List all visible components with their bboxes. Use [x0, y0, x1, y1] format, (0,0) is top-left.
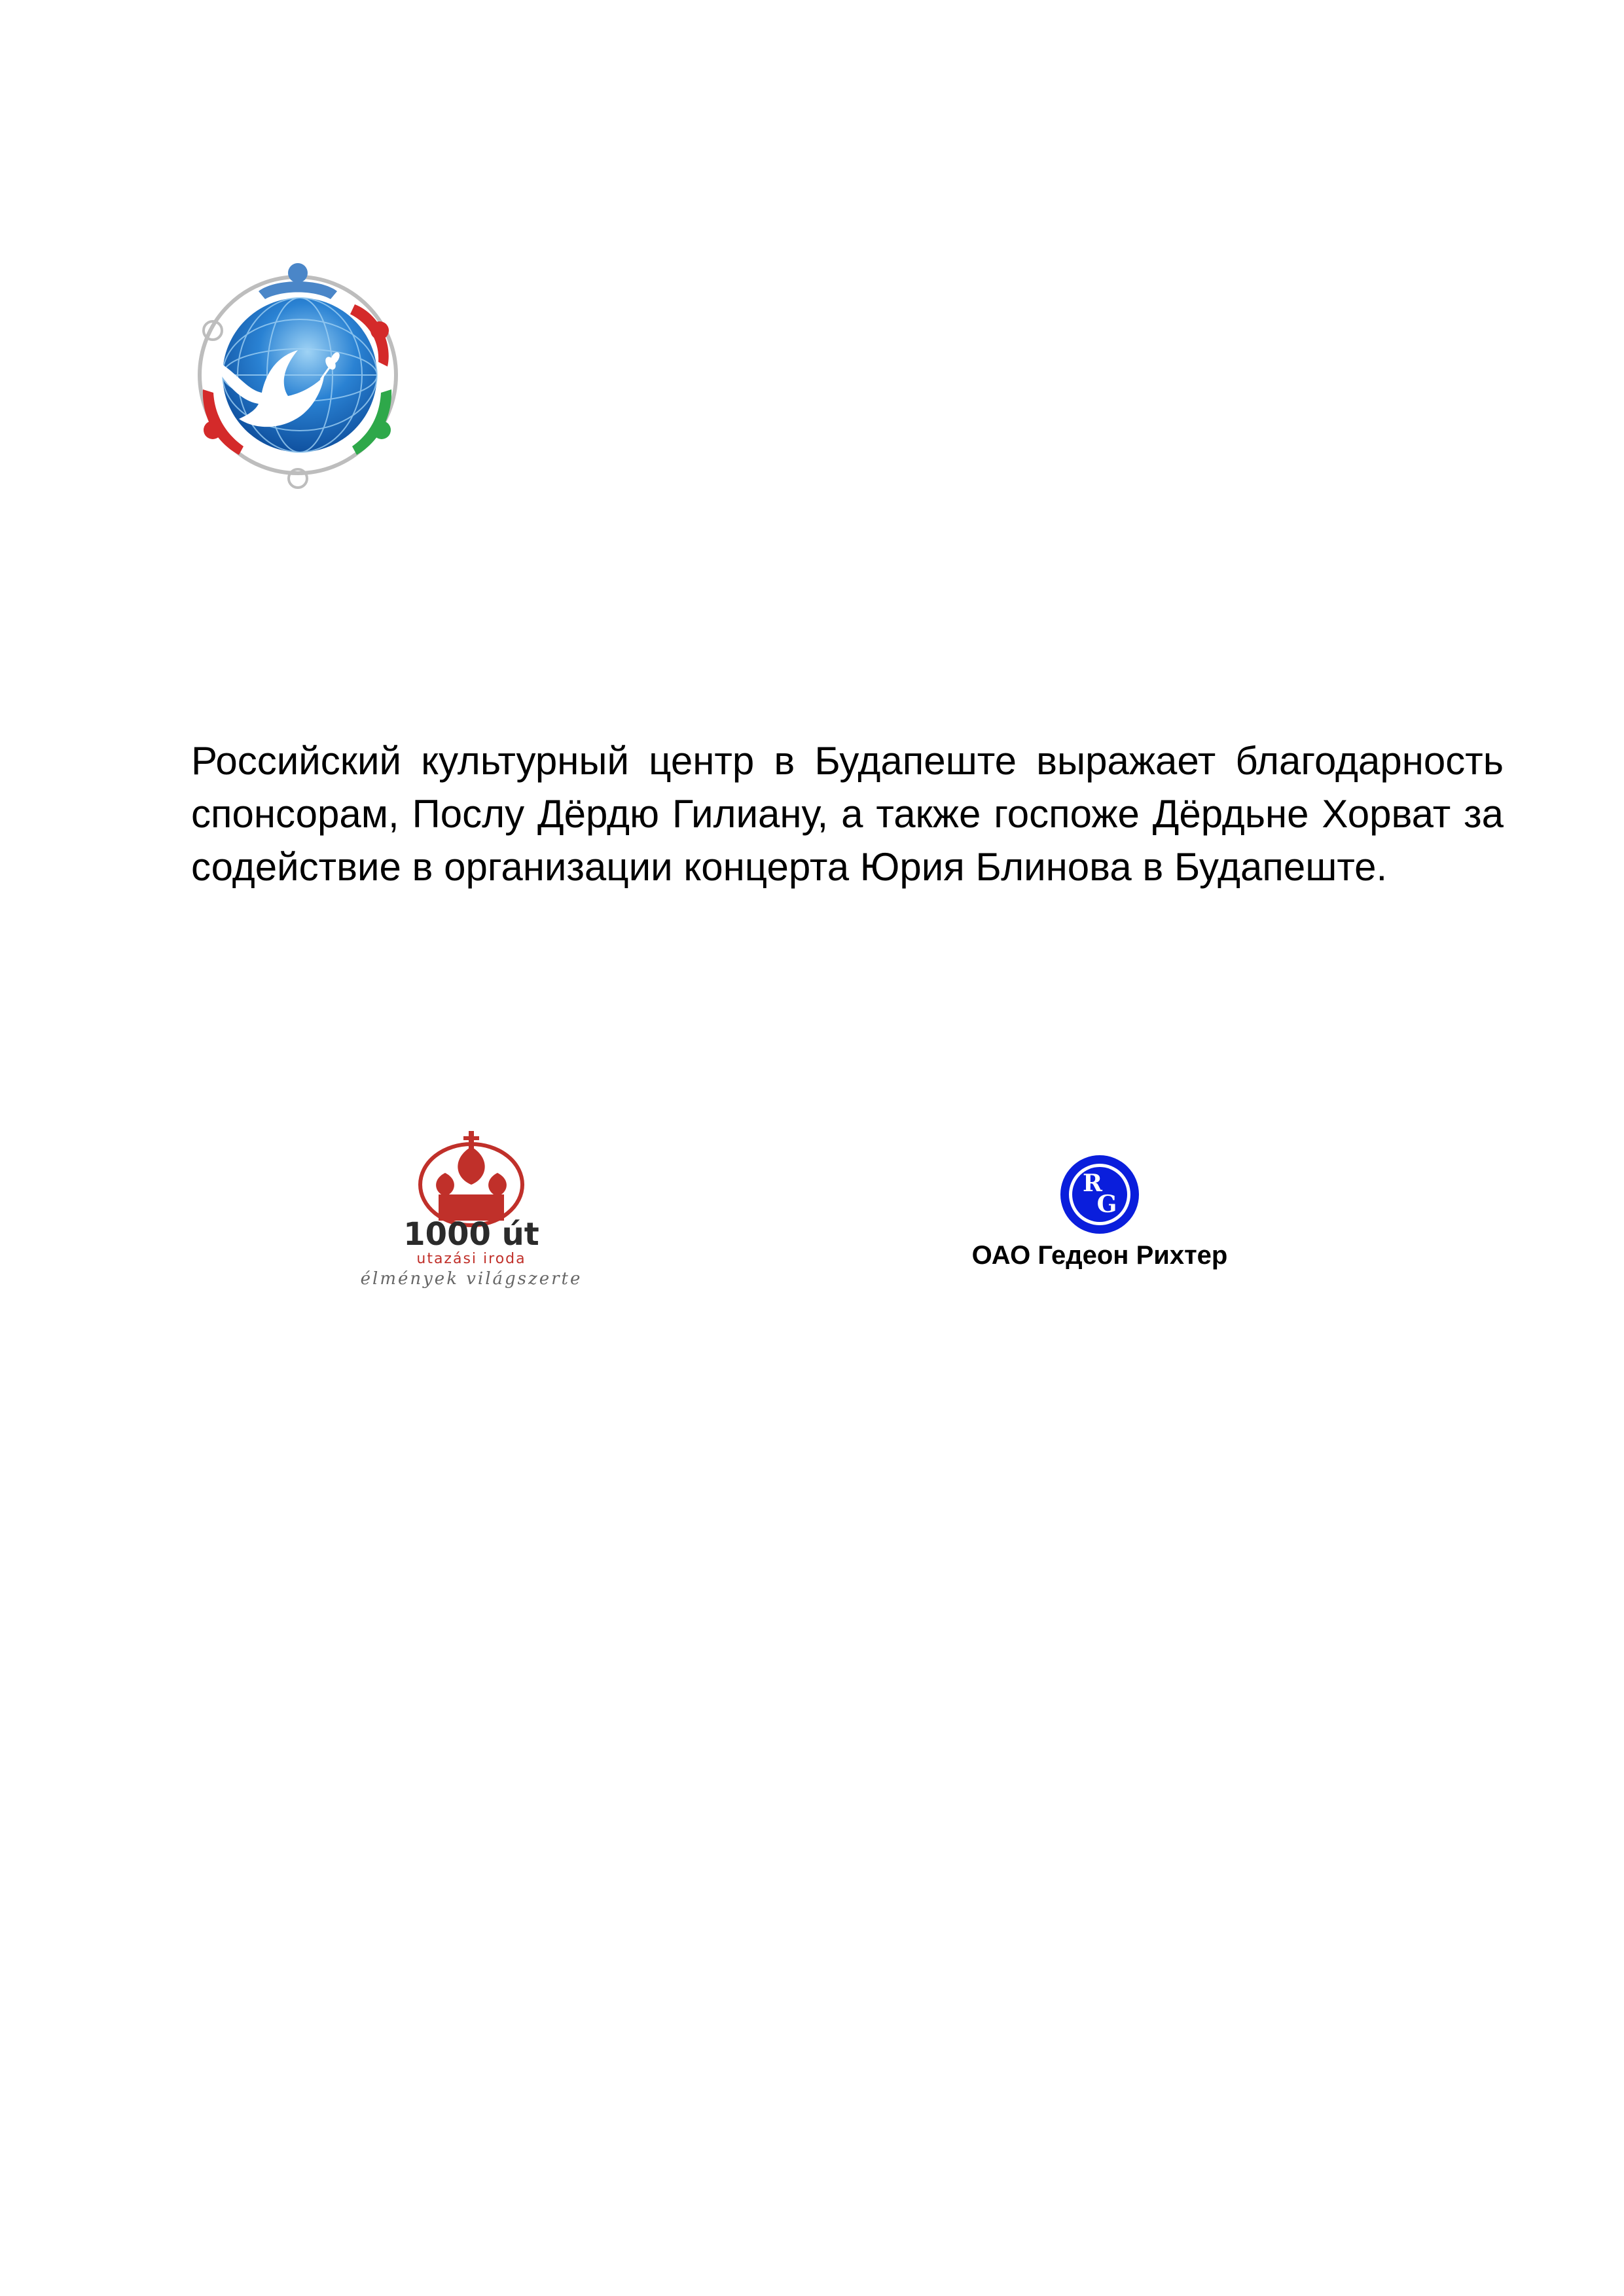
sponsor-subtitle: utazási iroda — [416, 1251, 526, 1267]
sponsor-logo-gedeon-richter — [929, 1152, 1270, 1283]
russian-cultural-center-logo — [183, 259, 412, 494]
sponsor-tagline: élmények világszerte — [360, 1269, 583, 1289]
acknowledgement-paragraph: Российский культурный центр в Будапеште выражает благодарность спонсорам, Послу Дёрдю Гилиану, а также госпоже Дёрдьне Хорват за содействие в организации концерта Юрия Блинова в Будапеште. — [191, 739, 1504, 889]
rg-monogram: R — [1083, 1170, 1102, 1197]
sponsor-name: ОАО Гедеон Рихтер — [971, 1241, 1228, 1270]
rg-monogram-icon — [1057, 1152, 1142, 1237]
svg-text:G: G — [1096, 1191, 1117, 1218]
onion-dome-church-icon — [347, 1113, 596, 1289]
peace-dove-globe-people-circle-icon — [183, 259, 412, 494]
sponsor-name: 1000 út — [403, 1216, 539, 1253]
sponsor-logo-1000ut — [347, 1113, 596, 1289]
